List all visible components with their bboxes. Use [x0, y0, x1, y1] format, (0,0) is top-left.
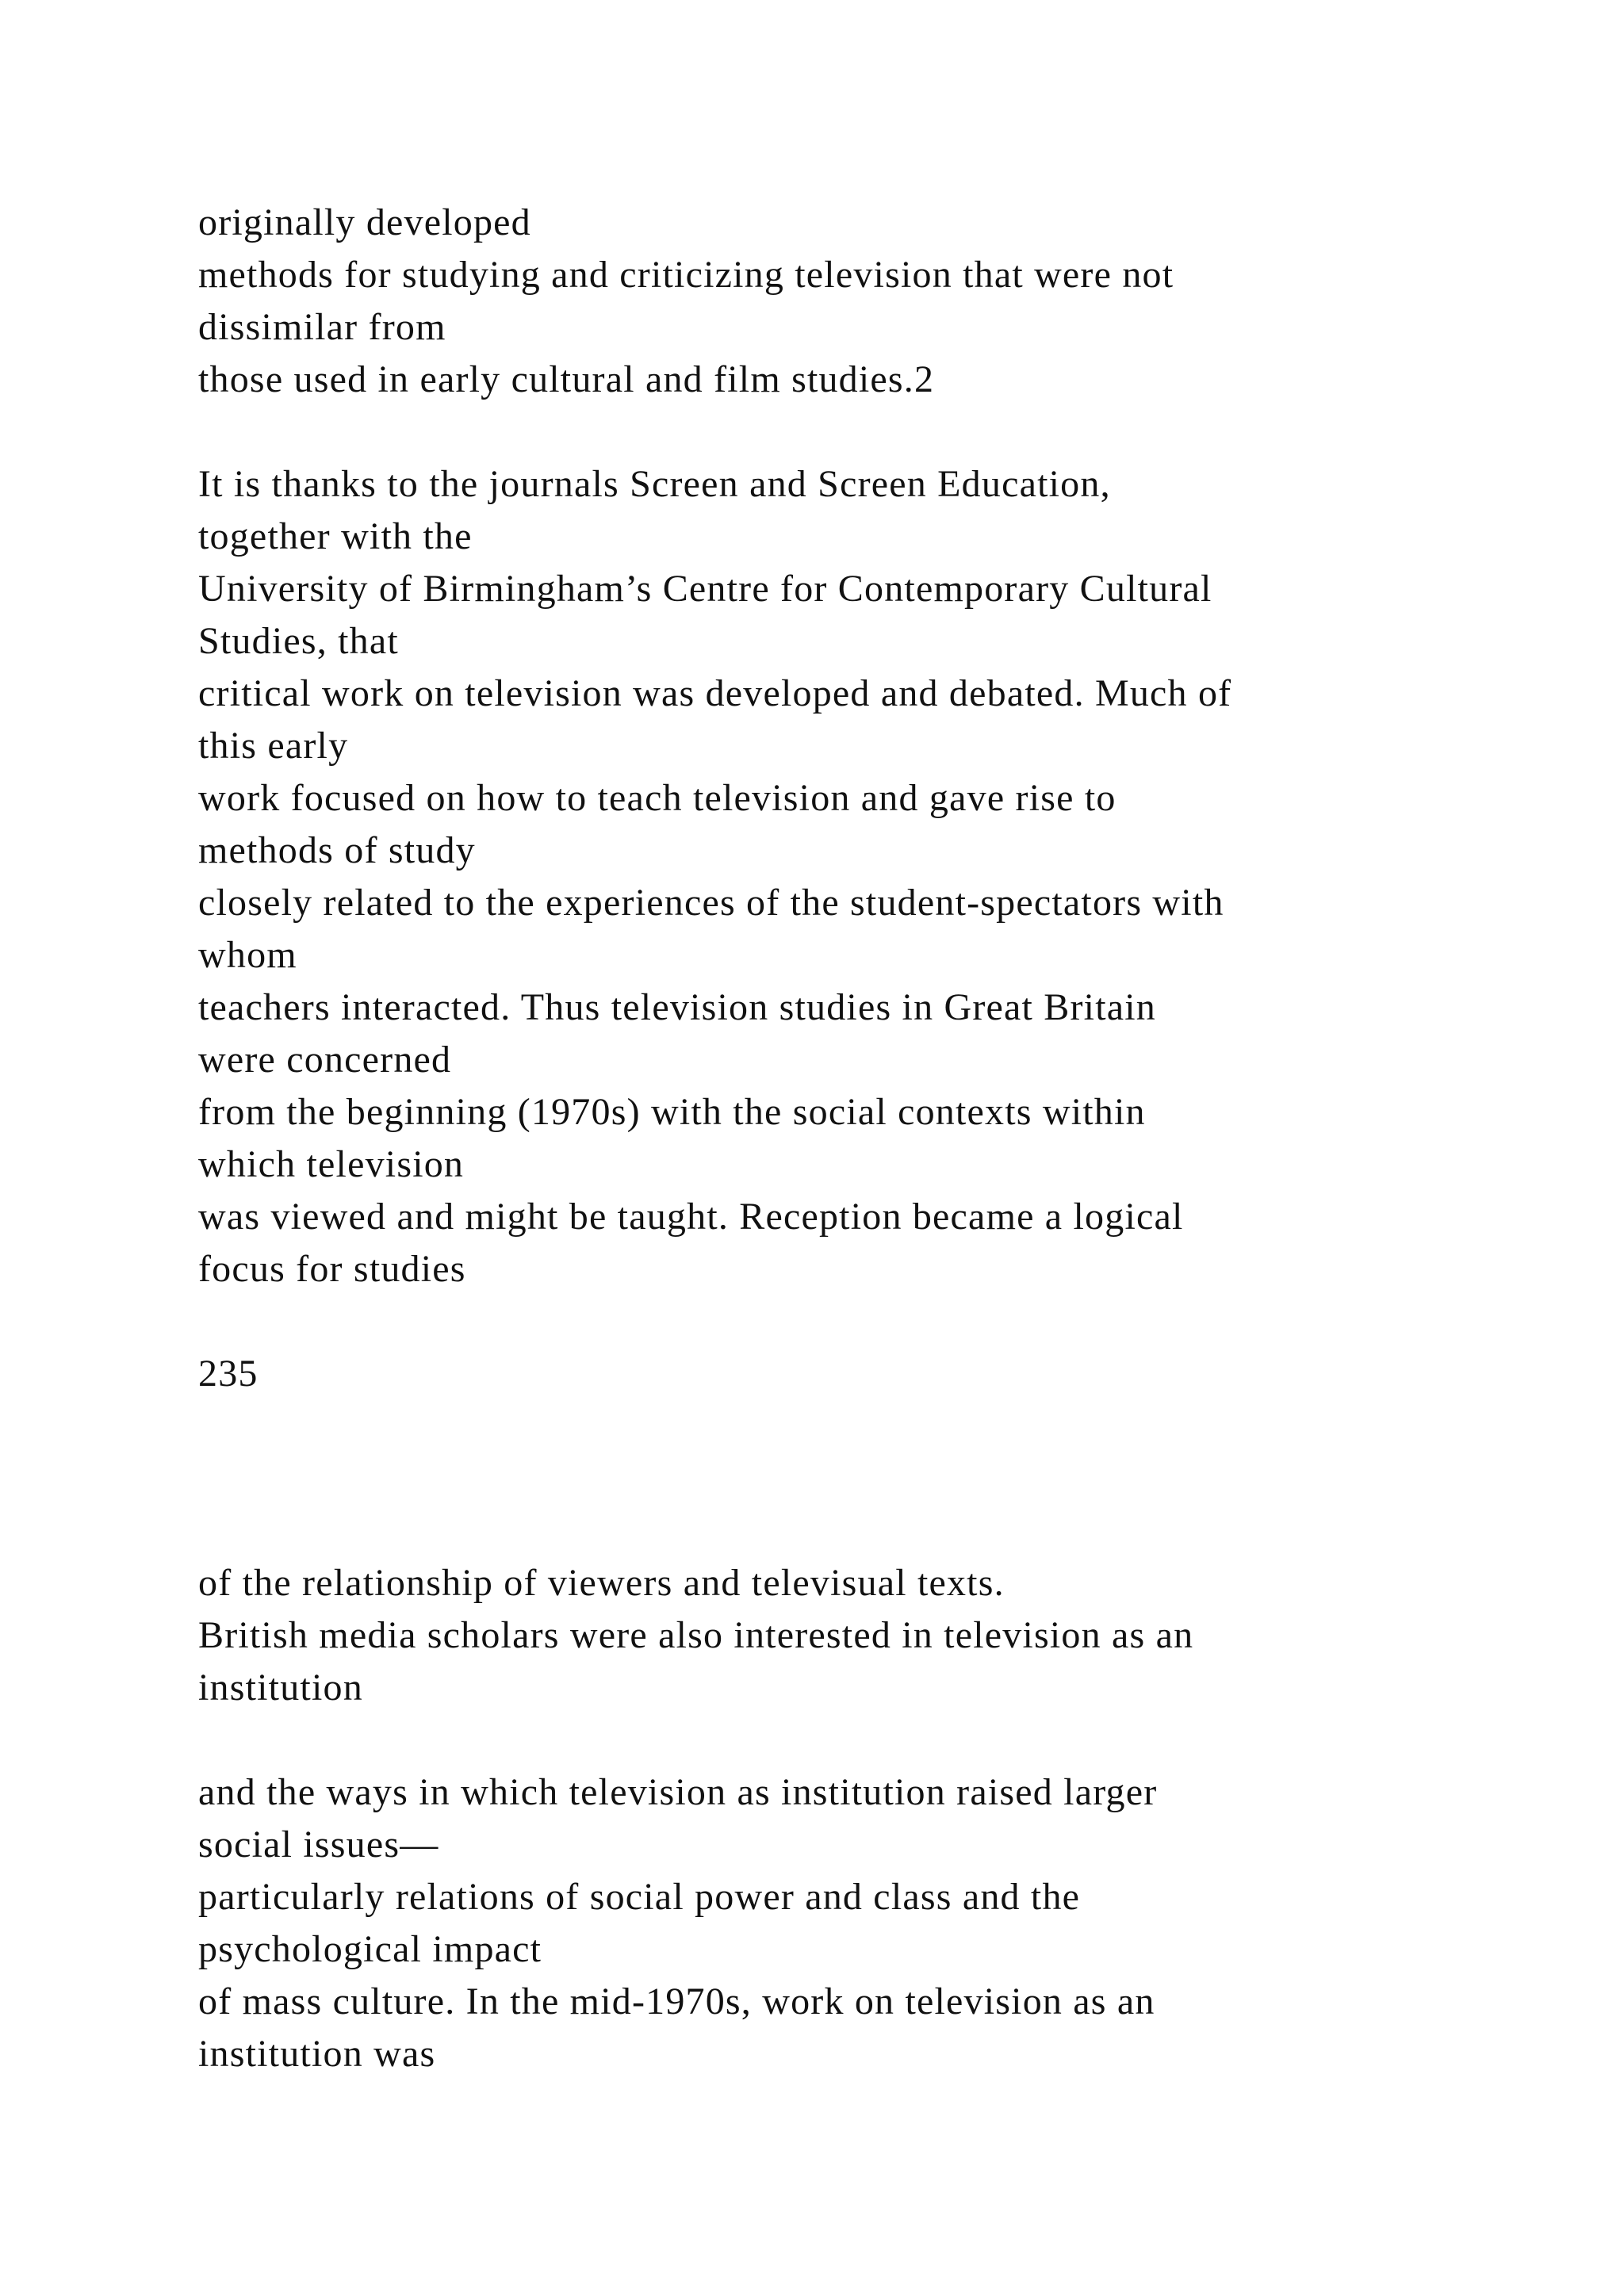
text-line: this early [198, 725, 349, 767]
text-line: University of Birmingham’s Centre for Contemporary Cultural [198, 568, 1212, 610]
text-line: institution was [198, 2033, 436, 2075]
text-line: of mass culture. In the mid-1970s, work on television as an [198, 1980, 1155, 2022]
text-line: was viewed and might be taught. Reception became a logical [198, 1196, 1184, 1238]
text-line: methods of study [198, 829, 476, 871]
text-line: which television [198, 1143, 465, 1185]
text-line: closely related to the experiences of the student-spectators with [198, 882, 1224, 924]
text-line: methods for studying and criticizing television that were not [198, 254, 1174, 296]
text-line: those used in early cultural and film studies.2 [198, 358, 935, 400]
text-line: dissimilar from [198, 306, 446, 348]
text-line: psychological impact [198, 1928, 542, 1970]
text-line: originally developed [198, 201, 531, 243]
text-line: particularly relations of social power and class and the [198, 1876, 1081, 1918]
text-line: British media scholars were also interested in television as an [198, 1614, 1194, 1656]
text-line: social issues— [198, 1823, 439, 1866]
text-line: institution [198, 1667, 363, 1709]
text-line: and the ways in which television as institution raised larger [198, 1771, 1158, 1813]
text-line: were concerned [198, 1039, 452, 1081]
text-line: from the beginning (1970s) with the social contexts within [198, 1091, 1146, 1133]
page-number: 235 [198, 1353, 259, 1395]
text-line: together with the [198, 515, 473, 557]
text-line: whom [198, 934, 297, 976]
text-line: focus for studies [198, 1248, 466, 1290]
text-line: of the relationship of viewers and televisual texts. [198, 1562, 1005, 1604]
text-line: Studies, that [198, 620, 399, 662]
text-line: work focused on how to teach television and gave rise to [198, 777, 1116, 819]
text-line: It is thanks to the journals Screen and Screen Education, [198, 463, 1111, 505]
text-line: critical work on television was developed and debated. Much of [198, 672, 1232, 714]
text-line: teachers interacted. Thus television studies in Great Britain [198, 986, 1156, 1028]
